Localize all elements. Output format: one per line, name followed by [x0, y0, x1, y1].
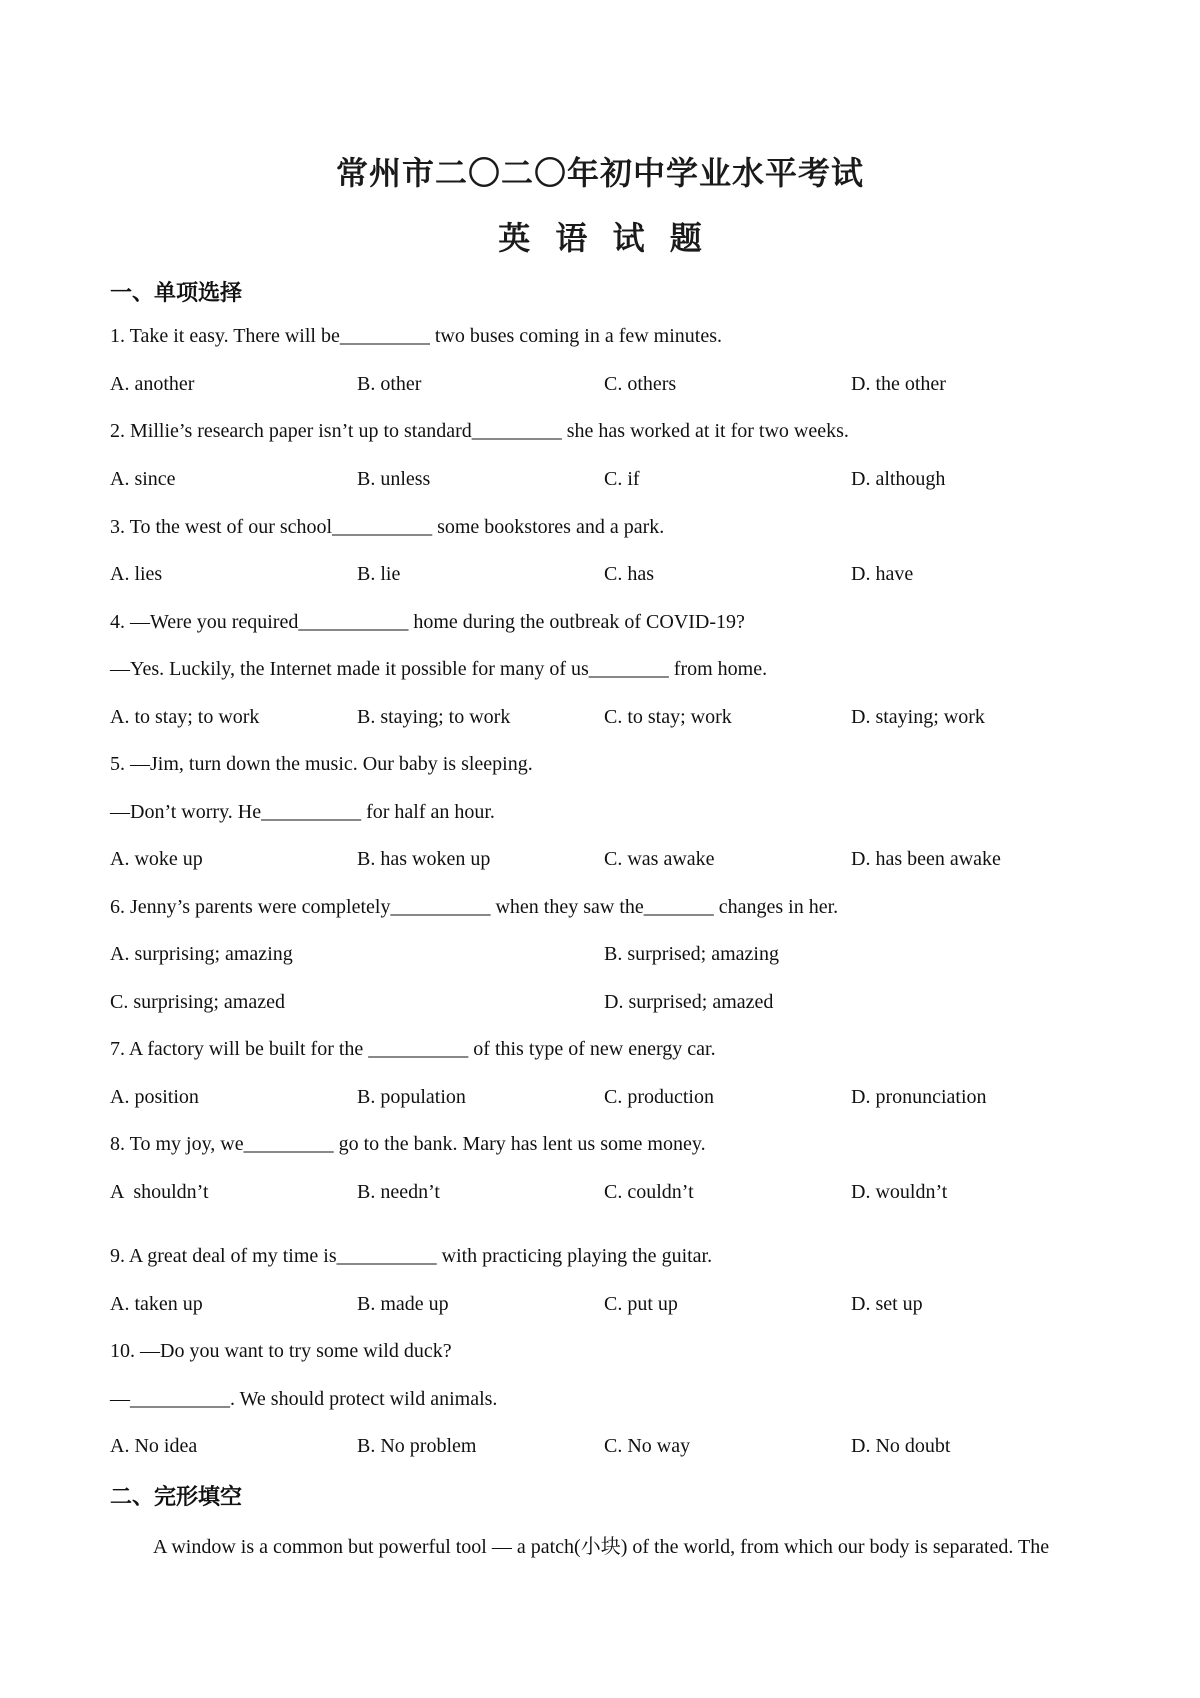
question-10-option-b: B. No problem: [357, 1435, 477, 1457]
question-3-option-c: C. has: [604, 563, 654, 585]
question-2-option-a: A. since: [110, 468, 176, 490]
question-7-option-a: A. position: [110, 1086, 199, 1108]
question-3-option-a: A. lies: [110, 563, 163, 585]
question-2-stem: 2. Millie’s research paper isn’t up to standard_________ she has worked at it for two weeks.: [110, 420, 849, 442]
page-title: 常州市二〇二〇年初中学业水平考试: [335, 154, 864, 192]
question-3-option-d: D. have: [851, 563, 914, 585]
question-5-option-d: D. has been awake: [851, 848, 1001, 870]
question-9-option-b: B. made up: [357, 1293, 449, 1315]
question-3-option-b: B. lie: [357, 563, 401, 585]
question-4-option-a: A. to stay; to work: [110, 706, 260, 728]
question-9-option-d: D. set up: [851, 1293, 923, 1315]
question-4-option-c: C. to stay; work: [604, 706, 732, 728]
question-10-option-a: A. No idea: [110, 1435, 198, 1457]
question-7-option-d: D. pronunciation: [851, 1086, 987, 1108]
question-4-stem-reply: —Yes. Luckily, the Internet made it possible for many of us________ from home.: [110, 658, 768, 680]
question-7-stem: 7. A factory will be built for the __________ of this type of new energy car.: [110, 1038, 716, 1060]
question-4-option-b: B. staying; to work: [357, 706, 511, 728]
question-2-option-d: D. although: [851, 468, 946, 490]
question-2-option-c: C. if: [604, 468, 640, 490]
question-10-stem-reply: —__________. We should protect wild animals.: [110, 1388, 498, 1410]
question-1-option-d: D. the other: [851, 373, 946, 395]
question-7-option-b: B. population: [357, 1086, 466, 1108]
question-10-option-c: C. No way: [604, 1435, 691, 1457]
question-2-option-b: B. unless: [357, 468, 431, 490]
cloze-paragraph: A window is a common but powerful tool — a patch(小块) of the world, from which our body is separated. The: [153, 1536, 1050, 1558]
question-9-option-c: C. put up: [604, 1293, 678, 1315]
question-4-option-d: D. staying; work: [851, 706, 985, 728]
question-9-stem: 9. A great deal of my time is__________ with practicing playing the guitar.: [110, 1245, 713, 1267]
question-6-option-a: A. surprising; amazing: [110, 943, 293, 965]
question-5-option-b: B. has woken up: [357, 848, 491, 870]
question-1-stem: 1. Take it easy. There will be_________ two buses coming in a few minutes.: [110, 325, 723, 347]
question-3-stem: 3. To the west of our school__________ some bookstores and a park.: [110, 516, 665, 538]
question-1-option-b: B. other: [357, 373, 422, 395]
question-7-option-c: C. production: [604, 1086, 714, 1108]
question-10-stem: 10. —Do you want to try some wild duck?: [110, 1340, 452, 1362]
section-heading-cloze: 二、完形填空: [110, 1485, 243, 1510]
section-heading-single-choice: 一、单项选择: [110, 281, 243, 306]
question-5-option-a: A. woke up: [110, 848, 203, 870]
page-subtitle: 英 语 试 题: [498, 219, 702, 257]
question-5-stem: 5. —Jim, turn down the music. Our baby is sleeping.: [110, 753, 533, 775]
question-8-option-c: C. couldn’t: [604, 1181, 694, 1203]
question-6-option-c: C. surprising; amazed: [110, 991, 285, 1013]
question-5-stem-reply: —Don’t worry. He__________ for half an hour.: [110, 801, 495, 823]
question-6-stem: 6. Jenny’s parents were completely__________ when they saw the_______ changes in her.: [110, 896, 839, 918]
question-8-option-d: D. wouldn’t: [851, 1181, 948, 1203]
question-1-option-a: A. another: [110, 373, 195, 395]
question-10-option-d: D. No doubt: [851, 1435, 951, 1457]
question-1-option-c: C. others: [604, 373, 677, 395]
question-9-option-a: A. taken up: [110, 1293, 203, 1315]
question-6-option-d: D. surprised; amazed: [604, 991, 774, 1013]
question-4-stem: 4. —Were you required___________ home during the outbreak of COVID-19?: [110, 611, 745, 633]
question-8-option-b: B. needn’t: [357, 1181, 440, 1203]
question-8-option-a: A shouldn’t: [110, 1181, 209, 1203]
question-5-option-c: C. was awake: [604, 848, 715, 870]
question-8-stem: 8. To my joy, we_________ go to the bank. Mary has lent us some money.: [110, 1133, 706, 1155]
question-6-option-b: B. surprised; amazing: [604, 943, 779, 965]
